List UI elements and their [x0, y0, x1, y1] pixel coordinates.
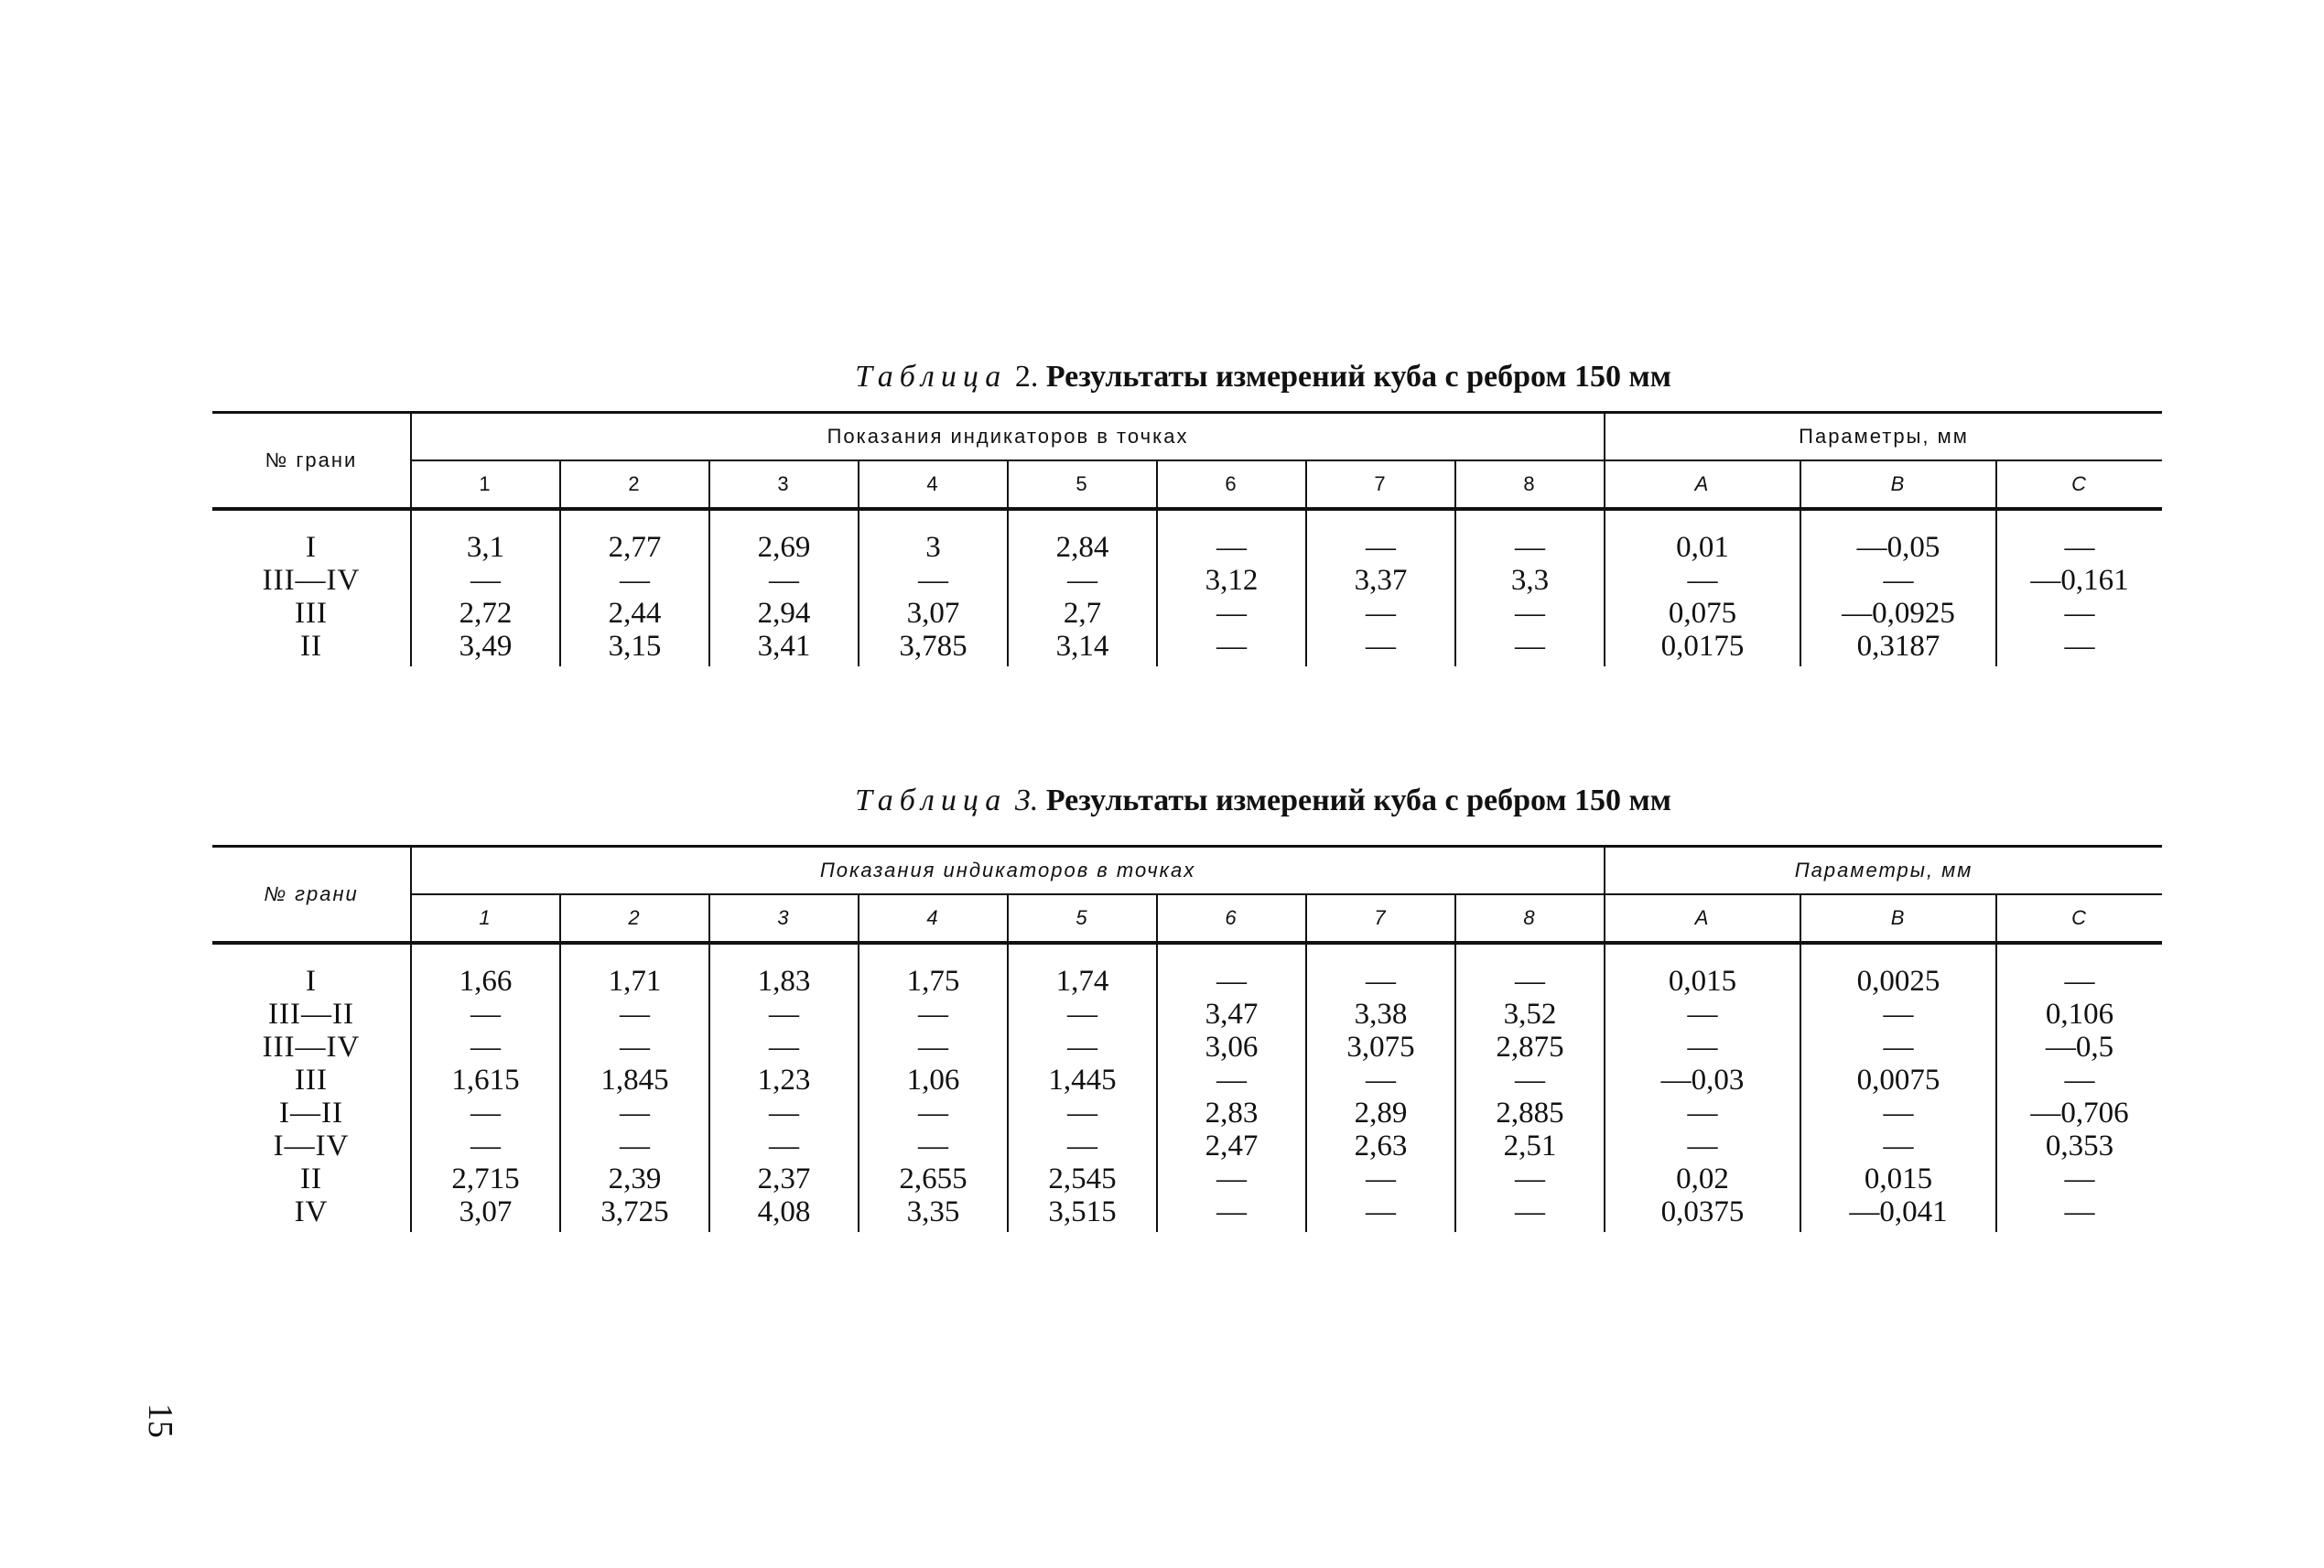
value-cell: 1,845 [600, 1064, 669, 1097]
value-cell: — [1687, 1130, 1718, 1162]
value-cell: — [2064, 1064, 2095, 1097]
value-cell: 2,47 [1205, 1130, 1259, 1162]
table-2-caption [211, 360, 2316, 395]
table-body [212, 943, 2162, 1232]
value-cell: — [769, 1130, 799, 1162]
value-cell: — [2064, 630, 2095, 663]
point-8-column [1455, 965, 1605, 1232]
point-8-column [1455, 531, 1605, 666]
value-cell: — [1515, 1195, 1546, 1228]
point-4-column [859, 965, 1008, 1232]
value-cell: — [620, 1097, 650, 1130]
value-cell: —0,05 [1856, 531, 1940, 564]
value-cell: 3,49 [459, 630, 513, 663]
value-cell: 2,89 [1354, 1097, 1408, 1130]
value-cell: — [1515, 1064, 1546, 1097]
face-label: III—II [268, 998, 354, 1031]
value-cell: — [1883, 1130, 1914, 1162]
point-5-column [1008, 965, 1157, 1232]
value-cell: 2,83 [1205, 1097, 1259, 1130]
point-6-header: 6 [1157, 894, 1306, 943]
value-cell: — [1216, 1162, 1247, 1195]
subheader-row [212, 894, 2162, 943]
value-cell: — [620, 998, 650, 1031]
value-cell: — [620, 1130, 650, 1162]
value-cell: — [1366, 1064, 1396, 1097]
point-8-header: 8 [1455, 460, 1605, 509]
value-cell: 3,07 [459, 1195, 513, 1228]
value-cell: 2,885 [1496, 1097, 1564, 1130]
table-3-caption [211, 784, 2316, 818]
point-4-column [859, 531, 1008, 666]
face-label: III [295, 1064, 328, 1097]
value-cell: — [1515, 531, 1545, 564]
value-cell: 2,84 [1055, 531, 1109, 564]
param-c-column [1996, 965, 2162, 1232]
value-cell: 3,785 [899, 630, 967, 663]
value-cell: — [1216, 965, 1247, 998]
param-c-column [1996, 531, 2162, 666]
param-b-column [1800, 965, 1996, 1232]
point-2-header: 2 [560, 894, 709, 943]
param-b-header: B [1800, 460, 1996, 509]
value-cell: 2,715 [451, 1162, 520, 1195]
value-cell: 0,0075 [1856, 1064, 1940, 1097]
value-cell: — [769, 564, 799, 597]
value-cell: 0,015 [1864, 1162, 1933, 1195]
value-cell: 2,545 [1048, 1162, 1117, 1195]
value-cell: — [1687, 998, 1718, 1031]
value-cell: 3,06 [1205, 1031, 1259, 1064]
table-2-title: Результаты измерений куба с ребром 150 мм [1045, 360, 1671, 394]
face-label: IV [294, 1195, 329, 1228]
value-cell: — [470, 998, 501, 1031]
value-cell: 3,38 [1354, 998, 1408, 1031]
value-cell: 1,06 [906, 1064, 960, 1097]
value-cell: 2,875 [1496, 1031, 1564, 1064]
table-3 [212, 845, 2162, 1232]
value-cell: — [1216, 1195, 1247, 1228]
value-cell: — [918, 998, 948, 1031]
value-cell: 1,615 [451, 1064, 520, 1097]
value-cell: — [1687, 1097, 1718, 1130]
value-cell: — [1067, 1097, 1097, 1130]
point-6-header: 6 [1157, 460, 1306, 509]
face-label: II [300, 1162, 322, 1195]
value-cell: — [1883, 998, 1914, 1031]
value-cell: 3,37 [1354, 564, 1408, 597]
col-face-header: № грани [212, 413, 411, 510]
value-cell: — [1515, 965, 1546, 998]
value-cell: — [1366, 1195, 1396, 1228]
value-cell: —0,5 [2045, 1031, 2114, 1064]
value-cell: 2,51 [1503, 1130, 1557, 1162]
param-a-header: A [1605, 894, 1800, 943]
value-cell: 0,3187 [1856, 630, 1940, 663]
value-cell: — [918, 1031, 948, 1064]
point-5-column [1008, 531, 1157, 666]
point-4-header: 4 [859, 460, 1008, 509]
face-label: I [306, 965, 317, 998]
value-cell: — [1883, 1031, 1914, 1064]
value-cell: 1,83 [757, 965, 811, 998]
face-label: II [300, 630, 322, 663]
col-face-header: № грани [212, 847, 411, 944]
table-2-number: 2. [1014, 360, 1039, 394]
group-points-header: Показания индикаторов в точках [411, 847, 1605, 895]
value-cell: 3,07 [906, 597, 960, 630]
value-cell: 3,3 [1510, 564, 1550, 597]
point-2-column [560, 531, 709, 666]
value-cell: 2,37 [757, 1162, 811, 1195]
value-cell: — [918, 1097, 948, 1130]
value-cell: —0,041 [1849, 1195, 1948, 1228]
point-6-column [1157, 531, 1306, 666]
value-cell: — [1366, 531, 1396, 564]
table-row [212, 965, 2162, 1232]
point-2-column [560, 965, 709, 1232]
value-cell: —0,161 [2030, 564, 2129, 597]
value-cell: — [1687, 1031, 1718, 1064]
value-cell: 3,075 [1346, 1031, 1415, 1064]
value-cell: — [1515, 1162, 1546, 1195]
point-1-column [411, 965, 560, 1232]
value-cell: 0,106 [2045, 998, 2114, 1031]
face-column [212, 965, 411, 1232]
value-cell: 2,77 [608, 531, 662, 564]
value-cell: — [1067, 1031, 1097, 1064]
value-cell: 2,7 [1063, 597, 1102, 630]
value-cell: — [2064, 965, 2095, 998]
face-column [212, 531, 411, 666]
point-6-column [1157, 965, 1306, 1232]
value-cell: — [1067, 564, 1097, 597]
value-cell: —0,03 [1660, 1064, 1745, 1097]
point-2-header: 2 [560, 460, 709, 509]
value-cell: — [1366, 597, 1396, 630]
value-cell: 2,94 [757, 597, 811, 630]
point-5-header: 5 [1008, 460, 1157, 509]
value-cell: — [1366, 1162, 1396, 1195]
point-4-header: 4 [859, 894, 1008, 943]
value-cell: 0,0175 [1660, 630, 1745, 663]
value-cell: — [2064, 1162, 2095, 1195]
value-cell: 1,445 [1048, 1064, 1117, 1097]
value-cell: — [1216, 597, 1247, 630]
value-cell: — [620, 564, 650, 597]
value-cell: — [918, 1130, 948, 1162]
value-cell: — [1687, 564, 1718, 597]
value-cell: 3,35 [906, 1195, 960, 1228]
value-cell: 3,12 [1205, 564, 1259, 597]
value-cell: — [1515, 597, 1545, 630]
value-cell: — [1067, 1130, 1097, 1162]
face-label: III—IV [262, 564, 361, 597]
value-cell: — [620, 1031, 650, 1064]
point-1-header: 1 [411, 460, 560, 509]
value-cell: 0,075 [1668, 597, 1737, 630]
face-label: I—II [279, 1097, 343, 1130]
value-cell: —0,0925 [1842, 597, 1955, 630]
value-cell: 2,69 [757, 531, 811, 564]
page-number: 15 [141, 1403, 179, 1438]
point-7-column [1306, 965, 1455, 1232]
table-2 [212, 411, 2162, 666]
value-cell: 2,655 [899, 1162, 967, 1195]
point-3-column [709, 531, 859, 666]
value-cell: — [1883, 1097, 1914, 1130]
value-cell: — [1067, 998, 1097, 1031]
value-cell: 0,0025 [1856, 965, 1940, 998]
value-cell: — [1883, 564, 1914, 597]
value-cell: 1,71 [608, 965, 662, 998]
value-cell: 2,63 [1354, 1130, 1408, 1162]
table-3-number: 3. [1014, 784, 1039, 817]
face-label: I—IV [273, 1130, 350, 1162]
param-c-header: C [1996, 894, 2162, 943]
value-cell: — [1515, 630, 1545, 663]
value-cell: — [769, 998, 799, 1031]
param-b-column [1800, 531, 1996, 666]
value-cell: 3,1 [466, 531, 505, 564]
table-3-title: Результаты измерений куба с ребром 150 мм [1045, 784, 1671, 817]
face-label: III—IV [262, 1031, 361, 1064]
value-cell: 0,0375 [1660, 1195, 1745, 1228]
value-cell: — [2064, 597, 2095, 630]
table-3-label: Таблица [855, 784, 1008, 817]
value-cell: 4,08 [757, 1195, 811, 1228]
value-cell: 3,15 [608, 630, 662, 663]
param-a-column [1605, 531, 1800, 666]
value-cell: — [1366, 630, 1396, 663]
value-cell: 3,41 [757, 630, 811, 663]
point-7-header: 7 [1306, 894, 1455, 943]
table-body [212, 509, 2162, 666]
value-cell: — [2064, 1195, 2095, 1228]
group-params-header: Параметры, мм [1605, 413, 2162, 461]
value-cell: 1,23 [757, 1064, 811, 1097]
point-3-header: 3 [709, 460, 859, 509]
value-cell: 2,39 [608, 1162, 662, 1195]
point-5-header: 5 [1008, 894, 1157, 943]
value-cell: 3,52 [1503, 998, 1557, 1031]
value-cell: — [1366, 965, 1396, 998]
value-cell: —0,706 [2030, 1097, 2129, 1130]
point-3-column [709, 965, 859, 1232]
group-params-header: Параметры, мм [1605, 847, 2162, 895]
value-cell: — [769, 1097, 799, 1130]
value-cell: 0,02 [1676, 1162, 1729, 1195]
point-7-column [1306, 531, 1455, 666]
face-label: I [306, 531, 317, 564]
value-cell: 0,353 [2045, 1130, 2114, 1162]
value-cell: — [470, 1031, 501, 1064]
group-points-header: Показания индикаторов в точках [411, 413, 1605, 461]
table-row [212, 531, 2162, 666]
value-cell: 3,14 [1055, 630, 1109, 663]
param-c-header: C [1996, 460, 2162, 509]
param-b-header: B [1800, 894, 1996, 943]
point-3-header: 3 [709, 894, 859, 943]
value-cell: — [470, 1130, 501, 1162]
value-cell: — [1216, 1064, 1247, 1097]
value-cell: — [769, 1031, 799, 1064]
point-1-column [411, 531, 560, 666]
value-cell: 3,725 [600, 1195, 669, 1228]
value-cell: 1,74 [1055, 965, 1109, 998]
value-cell: 3 [925, 531, 941, 564]
value-cell: — [1216, 531, 1247, 564]
value-cell: 2,72 [459, 597, 513, 630]
value-cell: — [470, 1097, 501, 1130]
point-1-header: 1 [411, 894, 560, 943]
point-8-header: 8 [1455, 894, 1605, 943]
table-2-label: Таблица [855, 360, 1008, 394]
value-cell: 0,01 [1676, 531, 1729, 564]
param-a-header: A [1605, 460, 1800, 509]
value-cell: 0,015 [1668, 965, 1737, 998]
value-cell: 3,47 [1205, 998, 1259, 1031]
value-cell: 1,66 [459, 965, 513, 998]
value-cell: 2,44 [608, 597, 662, 630]
value-cell: 3,515 [1048, 1195, 1117, 1228]
face-label: III [295, 597, 328, 630]
point-7-header: 7 [1306, 460, 1455, 509]
value-cell: 1,75 [906, 965, 960, 998]
param-a-column [1605, 965, 1800, 1232]
subheader-row [212, 460, 2162, 509]
value-cell: — [918, 564, 948, 597]
value-cell: — [2064, 531, 2095, 564]
value-cell: — [1216, 630, 1247, 663]
value-cell: — [470, 564, 501, 597]
